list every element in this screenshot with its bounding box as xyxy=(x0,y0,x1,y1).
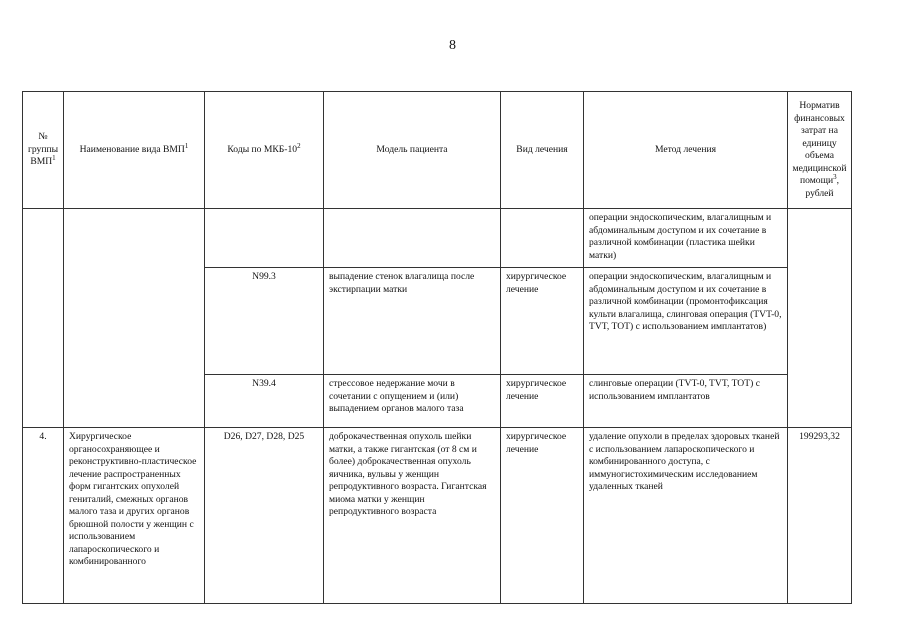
page-number: 8 xyxy=(449,38,456,53)
cell-patient-model: доброкачественная опухоль шейки матки, а также гигантская (от 8 см и более) доброкачественная опухоль яичника, вульвы у женщин репродуктивного возраста. Гигантская миома матки у женщин репродуктивного возраста xyxy=(324,428,501,604)
cell-treatment-method: операции эндоскопическим, влагалищным и абдоминальным доступом и их сочетание в различной комбинации (пластика шейки матки) xyxy=(584,209,788,268)
header-patient-model: Модель пациента xyxy=(324,92,501,209)
cell-icd-codes: N99.3 xyxy=(205,268,324,375)
header-icd-codes: Коды по МКБ-$10^2$ xyxy=(205,92,324,209)
cell-patient-model: стрессовое недержание мочи в сочетании с опущением и (или) выпадением органов малого таза xyxy=(324,375,501,428)
cell-group-number xyxy=(23,209,64,428)
cell-vmp-name: Хирургическое органосохраняющее и реконструктивно-пластическое лечение распространенных форм гигантских опухолей гениталий, смежных органов малого таза и других органов брюшной полости у женщин с использованием лапароскопического и комбинированного xyxy=(64,428,205,604)
cell-patient-model: выпадение стенок влагалища после экстирпации матки xyxy=(324,268,501,375)
header-treatment-method: Метод лечения xyxy=(584,92,788,209)
table-header-row xyxy=(23,92,852,209)
cell-icd-codes: D26, D27, D28, D25 xyxy=(205,428,324,604)
vmp-table xyxy=(22,91,852,604)
cell-icd-codes xyxy=(205,209,324,268)
cell-treatment-kind: хирургическое лечение xyxy=(501,375,584,428)
cell-treatment-kind: хирургическое лечение xyxy=(501,268,584,375)
cell-icd-codes: N39.4 xyxy=(205,375,324,428)
table-row xyxy=(23,209,852,268)
cell-patient-model xyxy=(324,209,501,268)
header-group-number: № группы ВМП$^1$ xyxy=(23,92,64,209)
cell-treatment-method: слинговые операции (TVT-0, TVT, TOT) с использованием имплантатов xyxy=(584,375,788,428)
header-treatment-kind: Вид лечения xyxy=(501,92,584,209)
table-row xyxy=(23,428,852,604)
cell-treatment-method: удаление опухоли в пределах здоровых тканей с использованием лапароскопического и комбинированного доступа, с иммуногистохимическим исследованием удаленных тканей xyxy=(584,428,788,604)
cell-group-number: 4. xyxy=(23,428,64,604)
cell-treatment-kind xyxy=(501,209,584,268)
cell-treatment-kind: хирургическое лечение xyxy=(501,428,584,604)
cell-cost-norm: 199293,32 xyxy=(788,428,852,604)
cell-treatment-method: операции эндоскопическим, влагалищным и абдоминальным доступом и их сочетание в различной комбинации (промонтофиксация культи влагалища, слинговая операция (TVT-0, TVT, TOT) с использованием имплантатов) xyxy=(584,268,788,375)
header-vmp-name: Наименование вида ВМП$^1$ xyxy=(64,92,205,209)
header-cost-norm: Норматив финансовых затрат на единицу объема медицинской помощи$^3$, рублей xyxy=(788,92,852,209)
cell-cost-norm xyxy=(788,209,852,428)
cell-vmp-name xyxy=(64,209,205,428)
